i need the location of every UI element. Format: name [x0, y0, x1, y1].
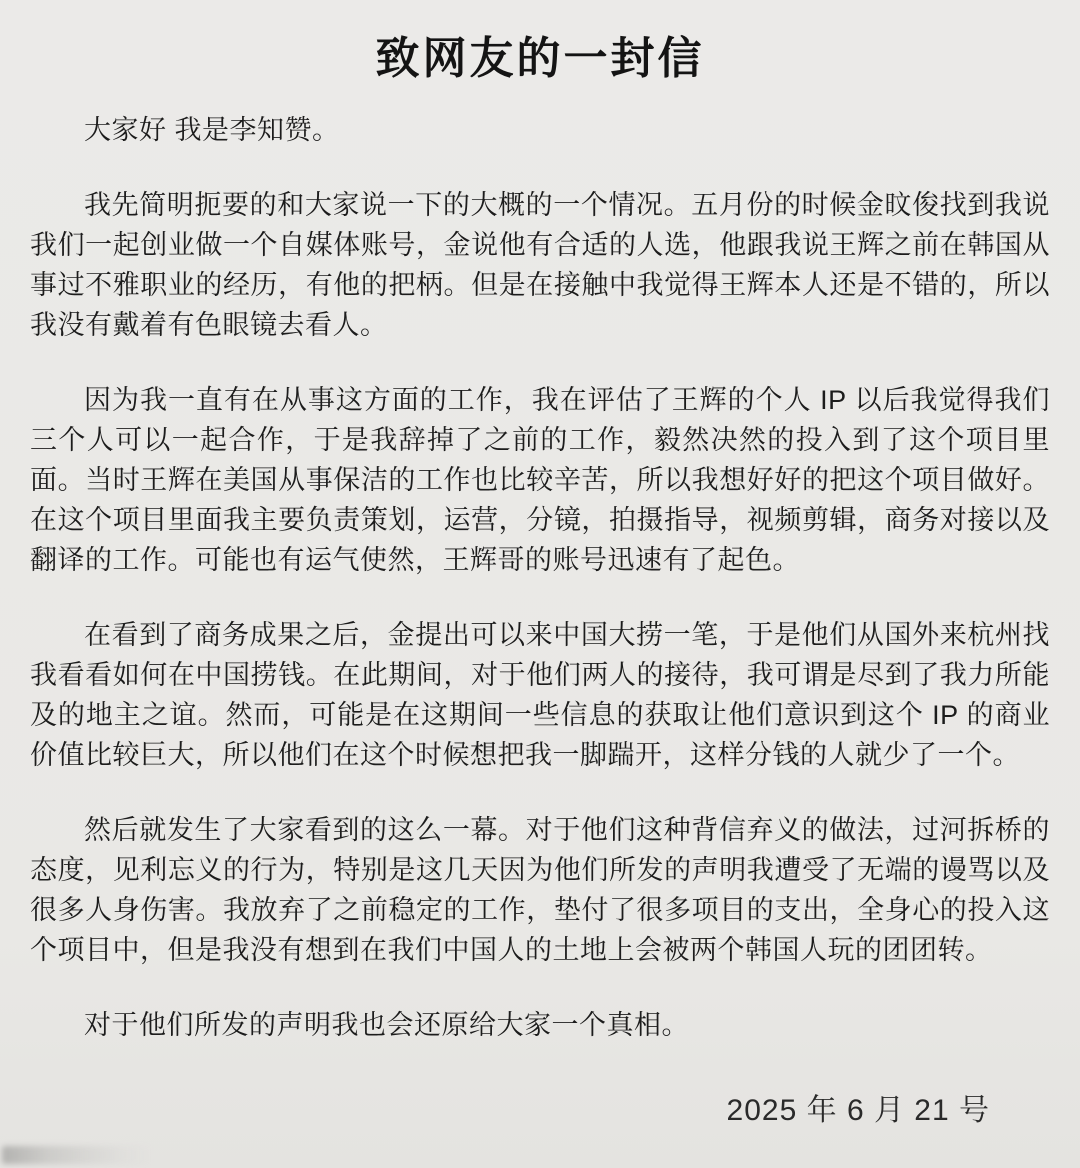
- letter-paragraph-greeting: 大家好 我是李知赞。: [84, 115, 340, 145]
- bottom-left-blur-artifact: [2, 1146, 152, 1164]
- letter-paragraph-aftermath: 然后就发生了大家看到的这么一幕。对于他们这种背信弃义的做法，过河拆桥的态度，见利忘义的行为，特别是这几天因为他们所发的声明我遭受了无端的谩骂以及很多人身伤害。我放弃了之前稳定的工作，垫付了很多项目的支出，全身心的投入这个项目中，但是我没有想到在我们中国人的土地上会被两个韩国人玩的团团转。: [30, 815, 1050, 965]
- letter-paragraph-closing: 对于他们所发的声明我也会还原给大家一个真相。: [84, 1010, 689, 1040]
- letter-date: 2025 年 6 月 21 号: [726, 1094, 990, 1127]
- letter-paragraph-background: 我先简明扼要的和大家说一下的大概的一个情况。五月份的时候金旼俊找到我说我们一起创业做一个自媒体账号，金说他有合适的人选，他跟我说王辉之前在韩国从事过不雅职业的经历，有他的把柄。但是在接触中我觉得王辉本人还是不错的，所以我没有戴着有色眼镜去看人。: [30, 190, 1050, 340]
- letter-paragraph-betrayal-plan: 在看到了商务成果之后，金提出可以来中国大捞一笔，于是他们从国外来杭州找我看看如何在中国捞钱。在此期间，对于他们两人的接待，我可谓是尽到了我力所能及的地主之谊。然而，可能是在这期间一些信息的获取让他们意识到这个 IP 的商业价值比较巨大，所以他们在这个时候想把我一脚踹开，这样分钱的人就少了一个。: [30, 620, 1050, 770]
- letter-paragraph-cooperation: 因为我一直有在从事这方面的工作，我在评估了王辉的个人 IP 以后我觉得我们三个人可以一起合作，于是我辞掉了之前的工作，毅然决然的投入到了这个项目里面。当时王辉在美国从事保洁的工作也比较辛苦，所以我想好好的把这个项目做好。在这个项目里面我主要负责策划，运营，分镜，拍摄指导，视频剪辑，商务对接以及翻译的工作。可能也有运气使然，王辉哥的账号迅速有了起色。: [30, 385, 1050, 575]
- letter-title: 致网友的一封信: [375, 34, 705, 83]
